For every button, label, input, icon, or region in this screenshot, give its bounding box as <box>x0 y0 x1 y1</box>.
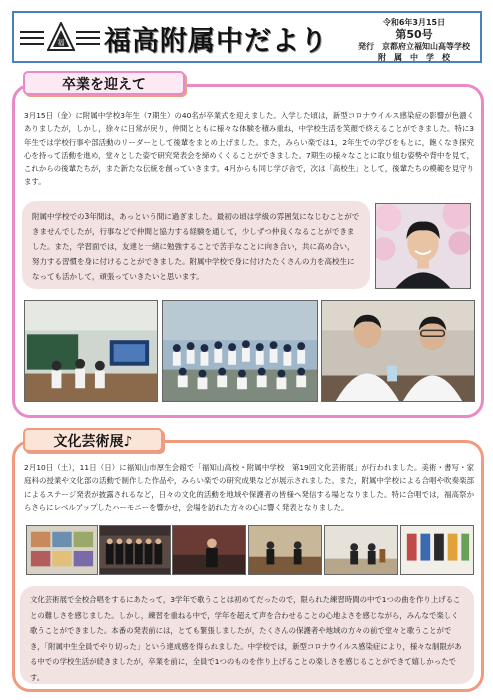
graduation-student-comment: 附属中学校での3年間は，あっという間に過ぎました。最初の頃は学級の雰囲気になじむことができませんでしたが，行事などで仲間と協力する経験を通して，少しずつ仲良くなることができました。また，学習面では，友達と一緒に勉強することで苦手なことに向き合い，共に高め合い，努力する習慣を身に付けることができました。附属中学校で身に付けたたくさんの力を高校生になっても活かして，頑張っていきたいと思います。 <box>22 201 370 289</box>
culture-arts-student-comment: 文化芸術展で全校合唱をするにあたって，3学年で歌うことは初めてだったので，限られた練習時間の中で1つの曲を作り上げることの難しさを感じました。しかし，練習を重ねる中で，学年を超えて声を合わせることの心地よさを感じながら，みんなで楽しく歌うことができました。本番の発表前には，とても緊張しましたが，たくさんの保護者や地域の方々の前で堂々と歌うことができ，「附属中生全員でやり切った」という達成感を得られました。中学校では，新型コロナウイルス感染症により，様々な制限がある中での学校生活が続きましたが，卒業を前に，全員で1つのものを作り上げることの楽しさを感じることができて嬉しかったです。 <box>20 586 474 684</box>
exhibition-artwork-photo <box>26 525 98 575</box>
newsletter-title: 福高附属中だより <box>104 26 328 57</box>
svg-text:福: 福 <box>57 39 65 47</box>
student-portrait-photo <box>375 203 471 289</box>
logo-wing-right <box>76 31 100 45</box>
culture-arts-heading: 文化芸術展♪ <box>23 428 163 452</box>
graduation-lab-photo <box>321 300 475 402</box>
textile-exhibit-photo <box>400 525 474 575</box>
school-emblem-icon <box>47 22 75 54</box>
band-performance-photo <box>324 525 398 575</box>
school-logo <box>20 19 100 57</box>
choir-photo <box>99 525 171 575</box>
school-name: 附 属 中 学 校 <box>378 53 450 62</box>
issue-info <box>358 17 470 63</box>
logo-wing-left <box>20 31 44 45</box>
newsletter-header <box>12 11 482 63</box>
stage-performance-photo <box>248 525 322 575</box>
graduation-heading: 卒業を迎えて <box>23 71 185 95</box>
issue-date: 令和6年3月15日 <box>382 18 446 27</box>
graduation-group-photo <box>162 300 318 402</box>
conductor-photo <box>172 525 246 575</box>
graduation-article: 3月15日（金）に附属中学校3年生（7期生）の40名が卒業式を迎えました。入学した頃は，新型コロナウイルス感染症の影響が色濃くありましたが，しかし，徐々に日常が戻り，仲間とともに様々な体験を積み重ね，中学校生活を笑顔で終えることができました。特に3年生では学校行事や部活動のリーダーとして後輩をまとめ上げました。また，みらい楽では1，2年生での学びをもとに，飽くなき探究心を持って活動を進め，堂々とした姿で研究発表会を締めくくることができました。7期生の様々なことに取り組む姿勢や背中を見て，これからの後輩たちが，また新たな伝統を創っていきます。4月からも同じ学び舎で，次は「高校生」として，後輩たちの模範を見守ります。 <box>24 111 474 187</box>
culture-arts-article: 2月10日（土），11日（日）に福知山市厚生会館で「福知山高校・附属中学校 第19回文化芸術展」が行われました。美術・書写・家庭科の授業や文化部の活動で制作した作品や，みらい楽での研究成果などが展示されました。また，附属中学校による合唱や吹奏楽部によるステージ発表が披露されるなど，日々の文化的活動を地域や保護者の皆様へ発信する場となりました。特に合唱では，福高祭からさらにレベルアップしたハーモニーを響かせ，会場を訪れた方々の心に響く発表となりました。 <box>24 463 474 512</box>
publisher: 発行 京都府立福知山高等学校 <box>358 42 470 51</box>
issue-number: 第50号 <box>395 28 433 41</box>
graduation-presentation-photo <box>24 300 158 402</box>
